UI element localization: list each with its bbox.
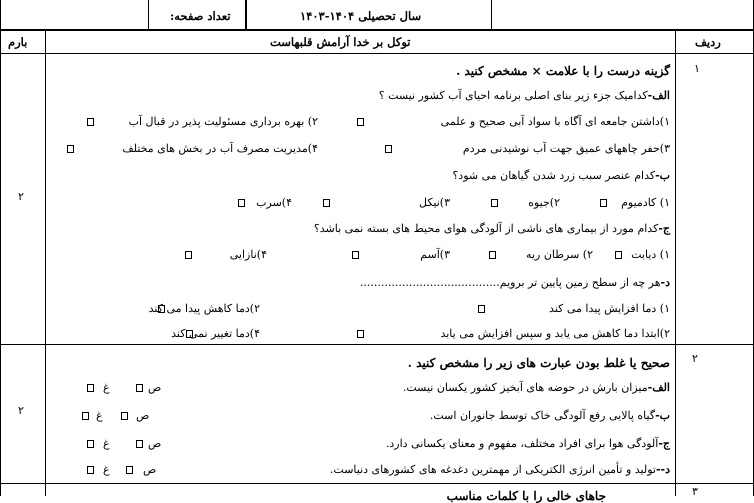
false-checkbox[interactable] [82,412,89,420]
q1-jim-question: ج-کدام مورد از بیماری های ناشی از آلودگی هوای محیط های بسته نمی باشد؟ [313,222,670,235]
q1-dal-option-2: ۲)دما کاهش پیدا می کند [148,302,260,315]
q1-alef-option-4: ۴)مدیریت مصرف آب در بخش های مختلف [122,142,318,155]
q1-dal-question: د-هر چه از سطح زمین پایین تر برویم........................................ [359,276,670,289]
q1-alef-option-4-checkbox[interactable] [67,145,74,153]
pages-count-label: تعداد صفحه: [170,9,231,23]
q3-instruction-partial: جاهای خالی را با کلمات مناسب [446,489,606,503]
q1-jim-option-2: ۲) سرطان ریه [526,248,593,261]
true-checkbox[interactable] [126,466,133,474]
q2-item-be: ب-گیاه پالایی رفع آلودگی خاک توسط جانوران است. [429,409,670,422]
false-label: غ [96,409,103,422]
true-checkbox[interactable] [136,384,143,392]
q1-instruction: گزینه درست را با علامت × مشخص کنید . [456,64,670,78]
header-right-box [492,0,754,30]
q1-be-option-2-checkbox[interactable] [491,199,498,207]
col-score-header: بارم [8,35,28,49]
q3-row-number: ۳ [692,485,698,498]
q1-jim-option-3: ۳)آسم [420,248,450,261]
false-checkbox[interactable] [87,440,94,448]
false-label: غ [103,437,110,450]
true-label: ص [148,381,162,394]
q1-dal-option-3: ۲)ابتدا دما کاهش می یابد و سپس افزایش می یابد [440,327,670,340]
q1-alef-option-2-checkbox[interactable] [87,118,94,126]
q1-jim-option-1-checkbox[interactable] [615,251,622,259]
false-label: غ [103,463,110,476]
q1-be-option-4-checkbox[interactable] [238,199,245,207]
q1-row-number: ۱ [694,62,700,75]
q2-item-alef: الف-میزان بارش در حوضه های آبخیز کشور یکسان نیست. [402,381,670,394]
q1-alef-question: الف-کدامیک جزء زیر بنای اصلی برنامه احیای آب کشور نیست ؟ [378,89,670,102]
q1-jim-option-2-checkbox[interactable] [489,251,496,259]
q1-dal-option-1: ۱) دما افزایش پیدا می کند [549,302,670,315]
q1-be-option-4: ۴)سرب [256,196,292,209]
header-left-box [0,0,148,30]
q1-dal-option-3-checkbox[interactable] [357,330,364,338]
false-checkbox[interactable] [87,384,94,392]
q1-be-option-3: ۳)نیکل [419,196,450,209]
true-label: ص [136,409,150,422]
q1-dal-option-1-checkbox[interactable] [478,305,485,313]
q1-be-option-3-checkbox[interactable] [323,199,330,207]
false-label: غ [103,381,110,394]
q2-row-number: ۲ [692,352,698,365]
q2-item-dal: د--تولید و تأمین انرژی الکتریکی از مهمترین دغدغه های کشورهای دنیاست. [329,463,670,476]
q1-alef-option-3: ۳)حفر چاههای عمیق جهت آب نوشیدنی مردم [462,142,670,155]
col-row-header: ردیف [695,35,721,49]
q1-be-option-1: ۱) کادمیوم [621,196,670,209]
q1-alef-option-1-checkbox[interactable] [357,118,364,126]
false-checkbox[interactable] [87,466,94,474]
q2-instruction: صحیح یا غلط بودن عبارت های زیر را مشخص کنید . [407,356,670,370]
q1-jim-option-1: ۱) دیابت [631,248,670,261]
q1-score: ۲ [18,190,24,203]
q1-be-option-2: ۲)جیوه [528,196,560,209]
q2-score: ۲ [18,404,24,417]
q1-jim-option-4-checkbox[interactable] [185,251,192,259]
q2-item-jim: ج-آلودگی هوا برای افراد مختلف، مفهوم و معنای یکسانی دارد. [385,437,670,450]
q1-jim-option-3-checkbox[interactable] [352,251,359,259]
true-label: ص [148,437,162,450]
q1-jim-option-4: ۴)نازایی [229,248,267,261]
true-label: ص [143,463,157,476]
q1-be-question: ب-کدام عنصر سبب زرد شدن گیاهان می شود؟ [452,169,670,182]
q1-dal-option-4-checkbox[interactable] [186,330,193,338]
q1-alef-option-2: ۲) بهره برداری مسئولیت پذیر در قبال آب [128,115,318,128]
q1-alef-option-1: ۱)داشتن جامعه ای آگاه با سواد آبی صحیح و علمی [440,115,670,128]
true-checkbox[interactable] [136,440,143,448]
q1-dal-option-4: ۴)دما تغییر نمی کند [171,327,260,340]
school-year-label: سال تحصیلی ۱۴۰۴-۱۴۰۳ [300,9,422,23]
true-checkbox[interactable] [121,412,128,420]
q1-dal-option-2-checkbox[interactable] [158,305,165,313]
q1-alef-option-3-checkbox[interactable] [385,145,392,153]
q1-be-option-1-checkbox[interactable] [600,199,607,207]
col-title-header: توکل بر خدا آرامش قلبهاست [270,35,411,49]
